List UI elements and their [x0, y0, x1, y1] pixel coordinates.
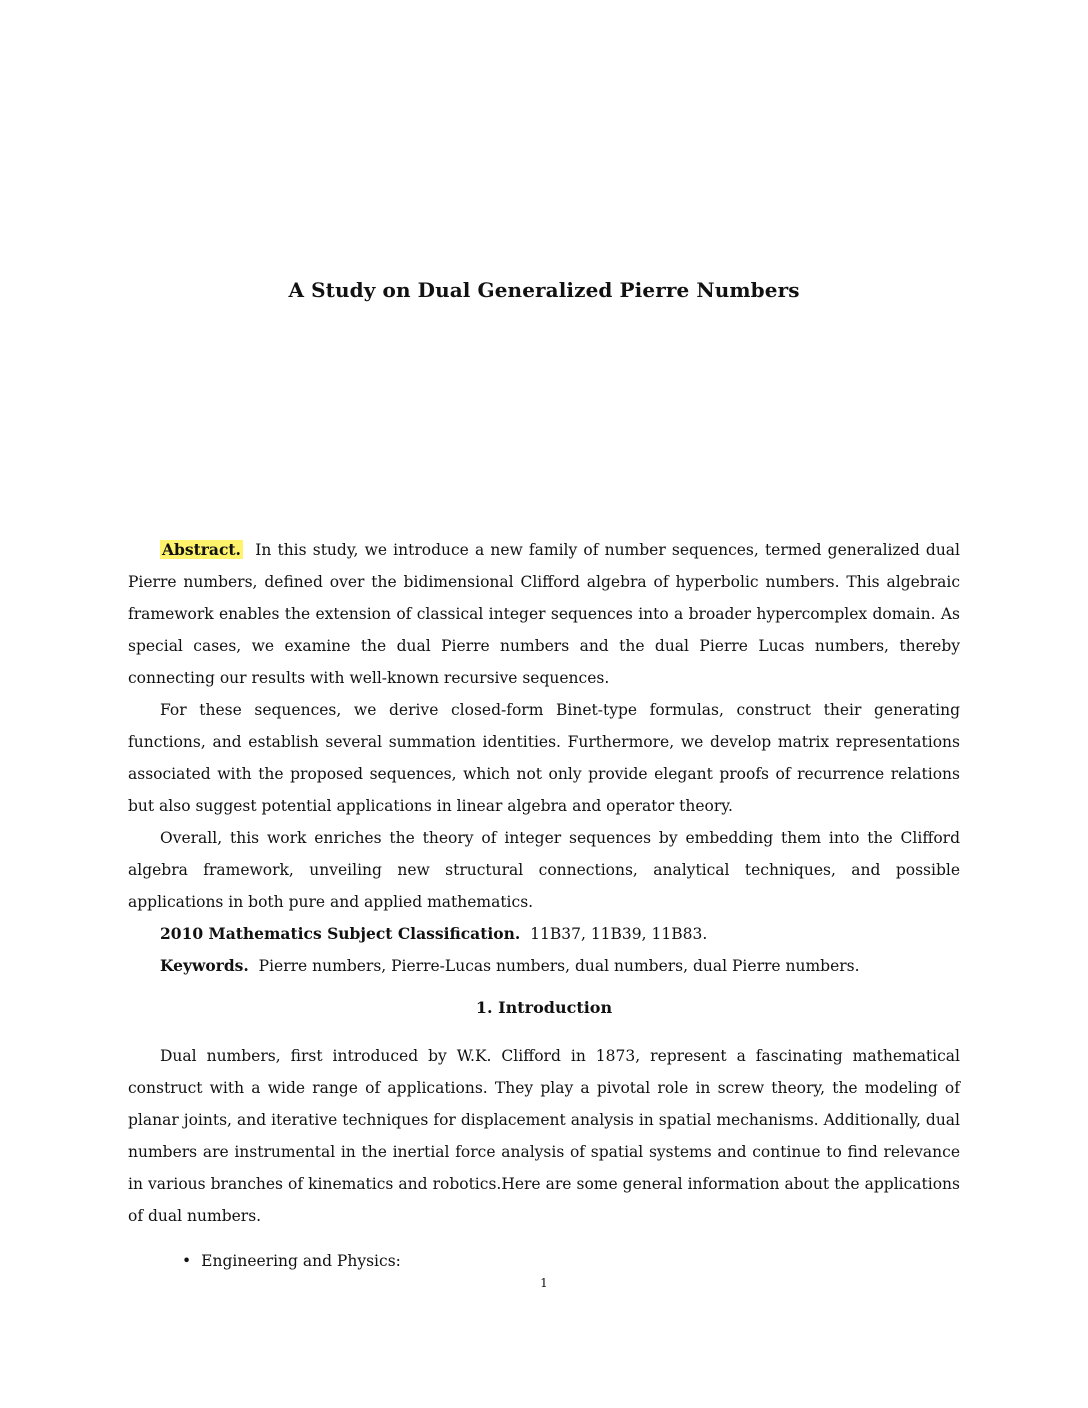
bullet-icon: •: [182, 1252, 192, 1270]
introduction-paragraph: Dual numbers, first introduced by W.K. Clifford in 1873, represent a fascinating mathematical construct with a wide range of applications. They play a pivotal role in screw theory, the modeling of planar joints, and iterative techniques for displacement analysis in spatial mechanisms. Additionally, dual numbers are instrumental in the inertial force analysis of spatial systems and continue to find relevance in various branches of kinematics and robotics.Here are some general information about the applications of dual numbers.: [128, 1047, 960, 1225]
abstract-paragraph-2: For these sequences, we derive closed-form Binet-type formulas, construct their generating functions, and establish several summation identities. Furthermore, we develop matrix representations associated with the proposed sequences, which not only provide elegant proofs of recurrence relations but also suggest potential applications in linear algebra and operator theory.: [128, 701, 960, 815]
page-number: 1: [540, 1276, 548, 1290]
section-heading-introduction: 1. Introduction: [475, 998, 613, 1017]
list-item: [182, 1246, 401, 1276]
keywords-value: Pierre numbers, Pierre-Lucas numbers, dual numbers, dual Pierre numbers.: [258, 957, 860, 975]
bullet-list: [182, 1246, 401, 1276]
abstract-paragraph-3: Overall, this work enriches the theory of integer sequences by embedding them into the Clifford algebra framework, unveiling new structural connections, analytical techniques, and possible applications in both pure and applied mathematics.: [128, 829, 960, 911]
abstract-paragraph-1: [128, 534, 960, 694]
abstract-text-1: In this study, we introduce a new family of number sequences, termed generalized dual Pierre numbers, defined over the bidimensional Clifford algebra of hyperbolic numbers. This algebraic framework enables the extension of classical integer sequences into a broader hypercomplex domain. As special cases, we examine the dual Pierre numbers and the dual Pierre Lucas numbers, thereby connecting our results with well-known recursive sequences.: [128, 541, 960, 687]
abstract-label: Abstract.: [162, 540, 241, 559]
paper-title: A Study on Dual Generalized Pierre Numbers: [288, 278, 800, 302]
abstract-section: [128, 534, 960, 982]
keywords-line: [128, 950, 960, 982]
introduction-section: [128, 1040, 960, 1232]
msc-label: 2010 Mathematics Subject Classification.: [160, 924, 521, 943]
keywords-label: Keywords.: [160, 956, 249, 975]
msc-line: [128, 918, 960, 950]
msc-value: 11B37, 11B39, 11B83.: [530, 925, 708, 943]
list-item-text: Engineering and Physics:: [201, 1252, 401, 1270]
